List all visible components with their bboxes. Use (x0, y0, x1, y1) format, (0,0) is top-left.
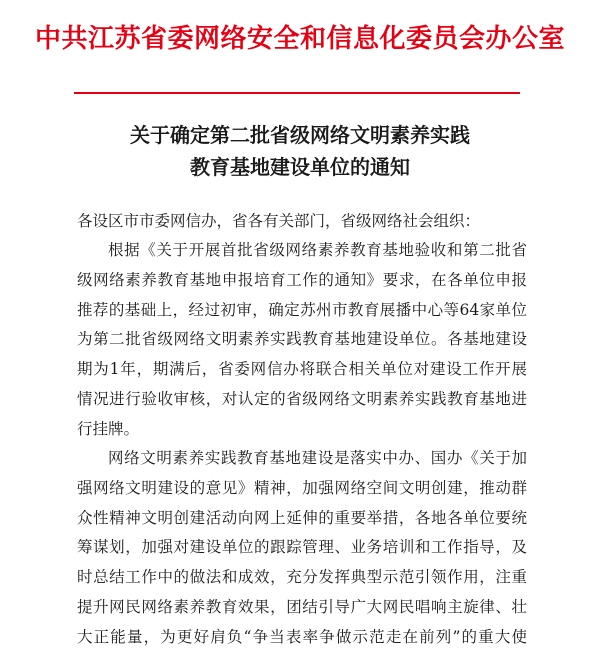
paragraph-line: 众性精神文明创建活动向网上延伸的重要举措，各地各单位要统 (77, 508, 527, 527)
issuing-office-header: 中共江苏省委网络安全和信息化委员会办公室 (34, 24, 565, 54)
paragraph-line: 级网络素养教育基地申报培育工作的通知》要求，在各单位申报 (77, 270, 527, 289)
paragraph-line: 提升网民网络素养教育效果，团结引导广大网民唱响主旋律、壮 (77, 597, 527, 616)
paragraph-line: 为第二批省级网络文明素养实践教育基地建设单位。各基地建设 (77, 330, 527, 349)
document-title (0, 119, 600, 183)
paragraph-line: 行挂牌。 (77, 419, 140, 438)
paragraph-line: 推荐的基础上，经过初审，确定苏州市教育展播中心等64家单位 (77, 300, 527, 319)
paragraph-line: 筹谋划，加强对建设单位的跟踪管理、业务培训和工作指导，及 (77, 538, 527, 557)
paragraph-line: 强网络文明建设的意见》精神，加强网络空间文明创建，推动群 (77, 478, 527, 497)
paragraph-line: 情况进行验收审核，对认定的省级网络文明素养实践教育基地进 (77, 389, 527, 408)
paragraph-line: 时总结工作中的做法和成效，充分发挥典型示范引领作用，注重 (77, 568, 527, 587)
document-title-line-1: 关于确定第二批省级网络文明素养实践 (130, 123, 470, 147)
body-paragraph-1 (77, 236, 527, 445)
document-title-line-2: 教育基地建设单位的通知 (190, 155, 410, 179)
paragraph-line: 期为1年，期满后，省委网信办将联合相关单位对建设工作开展 (77, 360, 527, 379)
paragraph-line: 网络文明素养实践教育基地建设是落实中办、国办《关于加 (108, 449, 527, 467)
salutation: 各设区市市委网信办，省各有关部门，省级网络社会组织： (77, 212, 481, 230)
paragraph-line: 大正能量，为更好肩负“争当表率争做示范走在前列”的重大使 (77, 627, 527, 646)
paragraph-line: 根据《关于开展首批省级网络素养教育基地验收和第二批省 (108, 241, 527, 259)
body-paragraph-2 (77, 444, 527, 653)
red-divider-line (74, 92, 520, 94)
